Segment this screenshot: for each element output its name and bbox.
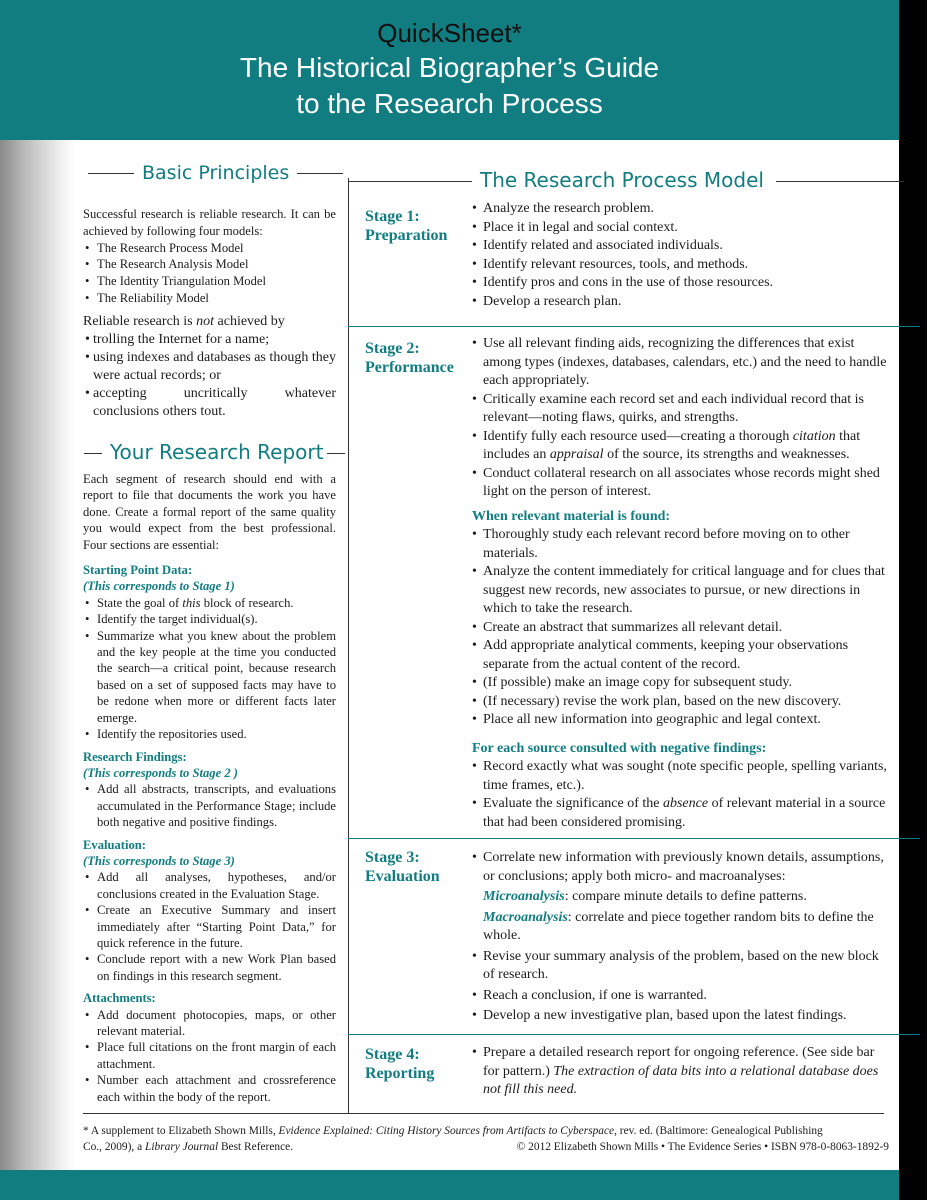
absence-term: absence <box>662 796 709 811</box>
goal-text: State the goal of <box>97 595 183 610</box>
stage-3-content <box>472 849 887 1026</box>
citation-tail: of the source, its strengths and weaknesses. <box>603 447 850 462</box>
citation-lead: Identify fully each resource used—creating a thorough <box>483 428 793 444</box>
relevant-found-list <box>472 526 887 730</box>
quicksheet-label: QuickSheet* <box>377 18 522 48</box>
absence-lead: Evaluate the significance of the <box>483 796 663 811</box>
list-item: • Develop a research plan. <box>472 293 887 312</box>
evaluation-list <box>83 869 336 984</box>
stage-1-list <box>472 200 887 311</box>
footnote-journal: Library Journal <box>145 1141 219 1153</box>
stage-3-list <box>472 849 887 886</box>
goal-emphasis: this <box>182 595 201 610</box>
stage-2-number: Stage 2: <box>365 340 420 357</box>
footnote-line-1 <box>83 1123 893 1139</box>
list-item: • The Reliability Model <box>83 290 336 307</box>
list-item: • Create an abstract that summarizes all relevant detail. <box>472 619 887 638</box>
footnote-text: * A supplement to Elizabeth Shown Mills, <box>83 1125 279 1137</box>
list-item: • Identify the target individual(s). <box>83 611 336 627</box>
page-title-line-2: to the Research Process <box>296 88 603 119</box>
list-item: • Conduct collateral research on all associates whose records might shed light on the person of interest. <box>472 465 887 502</box>
list-item: • Add appropriate analytical comments, keeping your observations separate from the actual content of the record. <box>472 637 887 674</box>
research-report-title: Your Research Report <box>110 440 324 464</box>
macroanalysis-line <box>472 909 887 946</box>
list-item: • Critically examine each record set and each individual record that is relevant—noting flaws, quirks, and strengths. <box>472 391 887 428</box>
list-item: • Place full citations on the front margin of each attachment. <box>83 1039 336 1072</box>
list-item <box>472 795 887 832</box>
microanalysis-text: : compare minute details to define patterns. <box>564 889 807 904</box>
stage-1-content <box>472 200 887 311</box>
list-item: • (If necessary) revise the work plan, based on the new discovery. <box>472 693 887 712</box>
right-edge-bar <box>899 0 927 1200</box>
section-head-evaluation: Evaluation: <box>83 837 146 852</box>
process-model-heading <box>348 168 888 192</box>
report-text: Prepare a detailed research report for ongoing reference. (See side bar for pattern.) <box>483 1045 875 1079</box>
list-item: • The Research Analysis Model <box>83 256 336 273</box>
not-lead-text: Reliable research is <box>83 313 197 329</box>
list-item: • Add all abstracts, transcripts, and evaluations accumulated in the Performance Stage; include both negative and positive findings. <box>83 781 336 830</box>
header-banner <box>0 0 899 140</box>
basic-intro: Successful research is reliable research. It can be achieved by following four models: <box>83 207 336 238</box>
page-title-line-1: The Historical Biographer’s Guide <box>239 52 660 83</box>
stage-4-label <box>365 1045 434 1083</box>
list-item: • trolling the Internet for a name; <box>83 331 336 349</box>
left-gradient-band <box>0 140 75 1170</box>
heading-rule-right <box>327 453 345 454</box>
basic-principles-title: Basic Principles <box>142 162 290 184</box>
stage-3-name: Evaluation <box>365 868 440 885</box>
research-report-body <box>83 471 336 1105</box>
research-report-heading <box>84 440 340 464</box>
report-emphasis: The extraction of data bits into a relational database does not fill this need. <box>483 1063 879 1097</box>
section-sub-stage-1: (This corresponds to Stage 1) <box>83 579 235 594</box>
list-item: • Number each attachment and crossreference each within the body of the report. <box>83 1072 336 1105</box>
starting-point-list <box>83 595 336 743</box>
footnote-line-2-left <box>83 1139 293 1155</box>
heading-rule-left <box>84 453 102 454</box>
list-item: • The Research Process Model <box>83 240 336 257</box>
list-item: • Identify the repositories used. <box>83 726 336 742</box>
list-item: • Identify pros and cons in the use of those resources. <box>472 274 887 293</box>
section-sub-stage-2: (This corresponds to Stage 2 ) <box>83 765 238 780</box>
not-achieved-lead <box>83 313 336 331</box>
goal-tail: block of research. <box>200 595 294 610</box>
report-intro: Each segment of research should end with a report to file that documents the work you have done. Create a formal report of the same quality you would expect from the best professional. Four sections are essential: <box>83 472 336 552</box>
microanalysis-line <box>472 888 887 907</box>
copyright-line: © 2012 Elizabeth Shown Mills • The Evidence Series • ISBN 978-0-8063-1892-9 <box>516 1141 889 1153</box>
section-head-attachments: Attachments: <box>83 991 156 1006</box>
citation-mid: that includes an <box>483 428 861 462</box>
footnote-text: Co., 2009), a <box>83 1141 146 1153</box>
research-findings-list <box>83 781 336 830</box>
list-item: • Identify relevant resources, tools, and methods. <box>472 256 887 275</box>
footnote-text: Best Reference. <box>218 1141 294 1153</box>
list-item: • Reach a conclusion, if one is warranted. <box>472 987 887 1006</box>
stage-1-number: Stage 1: <box>365 208 420 225</box>
heading-rule-left <box>348 181 472 182</box>
stage-4-list <box>472 1044 887 1100</box>
stage-divider <box>348 326 920 327</box>
stage-3-number: Stage 3: <box>365 849 420 866</box>
footnote-text: , rev. ed. (Baltimore: Genealogical Publishing <box>614 1125 823 1137</box>
stage-2-name: Performance <box>365 359 454 376</box>
heading-rule-right <box>297 173 343 174</box>
negative-findings-list <box>472 758 887 832</box>
list-item: • Analyze the content immediately for critical language and for clues that suggest new records, new associates to pursue, or new directions in which to take the research. <box>472 563 887 619</box>
macroanalysis-text: : correlate and piece together random bits to define the whole. <box>483 909 874 943</box>
stage-1-name: Preparation <box>365 227 448 244</box>
stage-2-label <box>365 339 454 377</box>
list-item: • The Identity Triangulation Model <box>83 273 336 290</box>
list-item: • Analyze the research problem. <box>472 200 887 219</box>
stage-divider <box>348 1034 920 1035</box>
list-item: • Use all relevant finding aids, recognizing the differences that exist among types (indexes, databases, calendars, etc.) and the need to handle each appropriately. <box>472 335 887 391</box>
list-item <box>472 428 887 465</box>
list-item: • Add document photocopies, maps, or other relevant material. <box>83 1007 336 1040</box>
footer-band <box>0 1170 899 1200</box>
footnote-line-2 <box>83 1139 889 1155</box>
section-sub-stage-3: (This corresponds to Stage 3) <box>83 853 235 868</box>
attachments-list <box>83 1007 336 1105</box>
stage-1-label <box>365 207 447 245</box>
list-item: • Add all analyses, hypotheses, and/or conclusions created in the Evaluation Stage. <box>83 869 336 902</box>
models-list <box>83 240 336 307</box>
list-item: • (If possible) make an image copy for subsequent study. <box>472 674 887 693</box>
footnote <box>83 1123 893 1155</box>
list-item: • Place all new information into geographic and legal context. <box>472 711 887 730</box>
list-item <box>472 1044 887 1100</box>
appraisal-term: appraisal <box>549 447 604 462</box>
stage-2-content <box>472 335 887 832</box>
stage-4-content <box>472 1044 887 1100</box>
not-emphasis: not <box>196 313 215 329</box>
absence-tail: of relevant material in a source that had been considered promising. <box>483 796 886 830</box>
footnote-rule <box>83 1113 884 1114</box>
column-divider <box>348 178 349 1113</box>
list-item: • Place it in legal and social context. <box>472 219 887 238</box>
list-item: • Create an Executive Summary and insert immediately after “Starting Point Data,” for quick reference in the future. <box>83 902 336 951</box>
heading-rule-left <box>88 173 134 174</box>
macroanalysis-term: Macroanalysis <box>483 909 568 925</box>
basic-principles-body <box>83 206 336 421</box>
list-item: • Develop a new investigative plan, based upon the latest findings. <box>472 1007 887 1026</box>
stage-4-name: Reporting <box>365 1065 435 1082</box>
basic-principles-heading <box>88 162 338 184</box>
not-achieved-list <box>83 331 336 421</box>
microanalysis-term: Microanalysis <box>483 889 565 904</box>
citation-term: citation <box>792 428 836 444</box>
list-item: • Correlate new information with previously known details, assumptions, or conclusions; apply both micro- and macroanalyses: <box>472 849 887 886</box>
list-item: • Conclude report with a new Work Plan based on findings in this research segment. <box>83 951 336 984</box>
relevant-found-heading: When relevant material is found: <box>472 508 671 524</box>
list-item: • Identify related and associated individuals. <box>472 237 887 256</box>
list-item: • accepting uncritically whatever conclusions others tout. <box>83 385 336 421</box>
list-item: • Summarize what you knew about the problem and the key people at the time you conducted the search—a critical point, because research based on a set of supposed facts may have to be redone when more or different facts later emerge. <box>83 628 336 726</box>
stage-divider <box>348 838 920 839</box>
not-lead-tail: achieved by <box>214 313 285 329</box>
list-item: • using indexes and databases as though they were actual records; or <box>83 349 336 385</box>
stage-4-number: Stage 4: <box>365 1046 420 1063</box>
list-item: • Record exactly what was sought (note specific people, spelling variants, time frames, etc.). <box>472 758 887 795</box>
heading-rule-right <box>776 181 904 182</box>
section-head-starting-point: Starting Point Data: <box>83 563 193 578</box>
negative-findings-heading: For each source consulted with negative findings: <box>472 740 767 756</box>
footnote-book-title: Evidence Explained: Citing History Sources from Artifacts to Cyberspace <box>278 1125 615 1137</box>
list-item <box>83 595 336 611</box>
list-item: • Thoroughly study each relevant record before moving on to other materials. <box>472 526 887 563</box>
section-head-research-findings: Research Findings: <box>83 749 187 764</box>
stage-3-list-cont <box>472 948 887 1026</box>
list-item: • Revise your summary analysis of the problem, based on the new block of research. <box>472 948 887 985</box>
process-model-title: The Research Process Model <box>480 168 764 192</box>
stage-2-list <box>472 335 887 502</box>
not-achieved-block <box>83 313 336 421</box>
stage-3-label <box>365 848 440 886</box>
